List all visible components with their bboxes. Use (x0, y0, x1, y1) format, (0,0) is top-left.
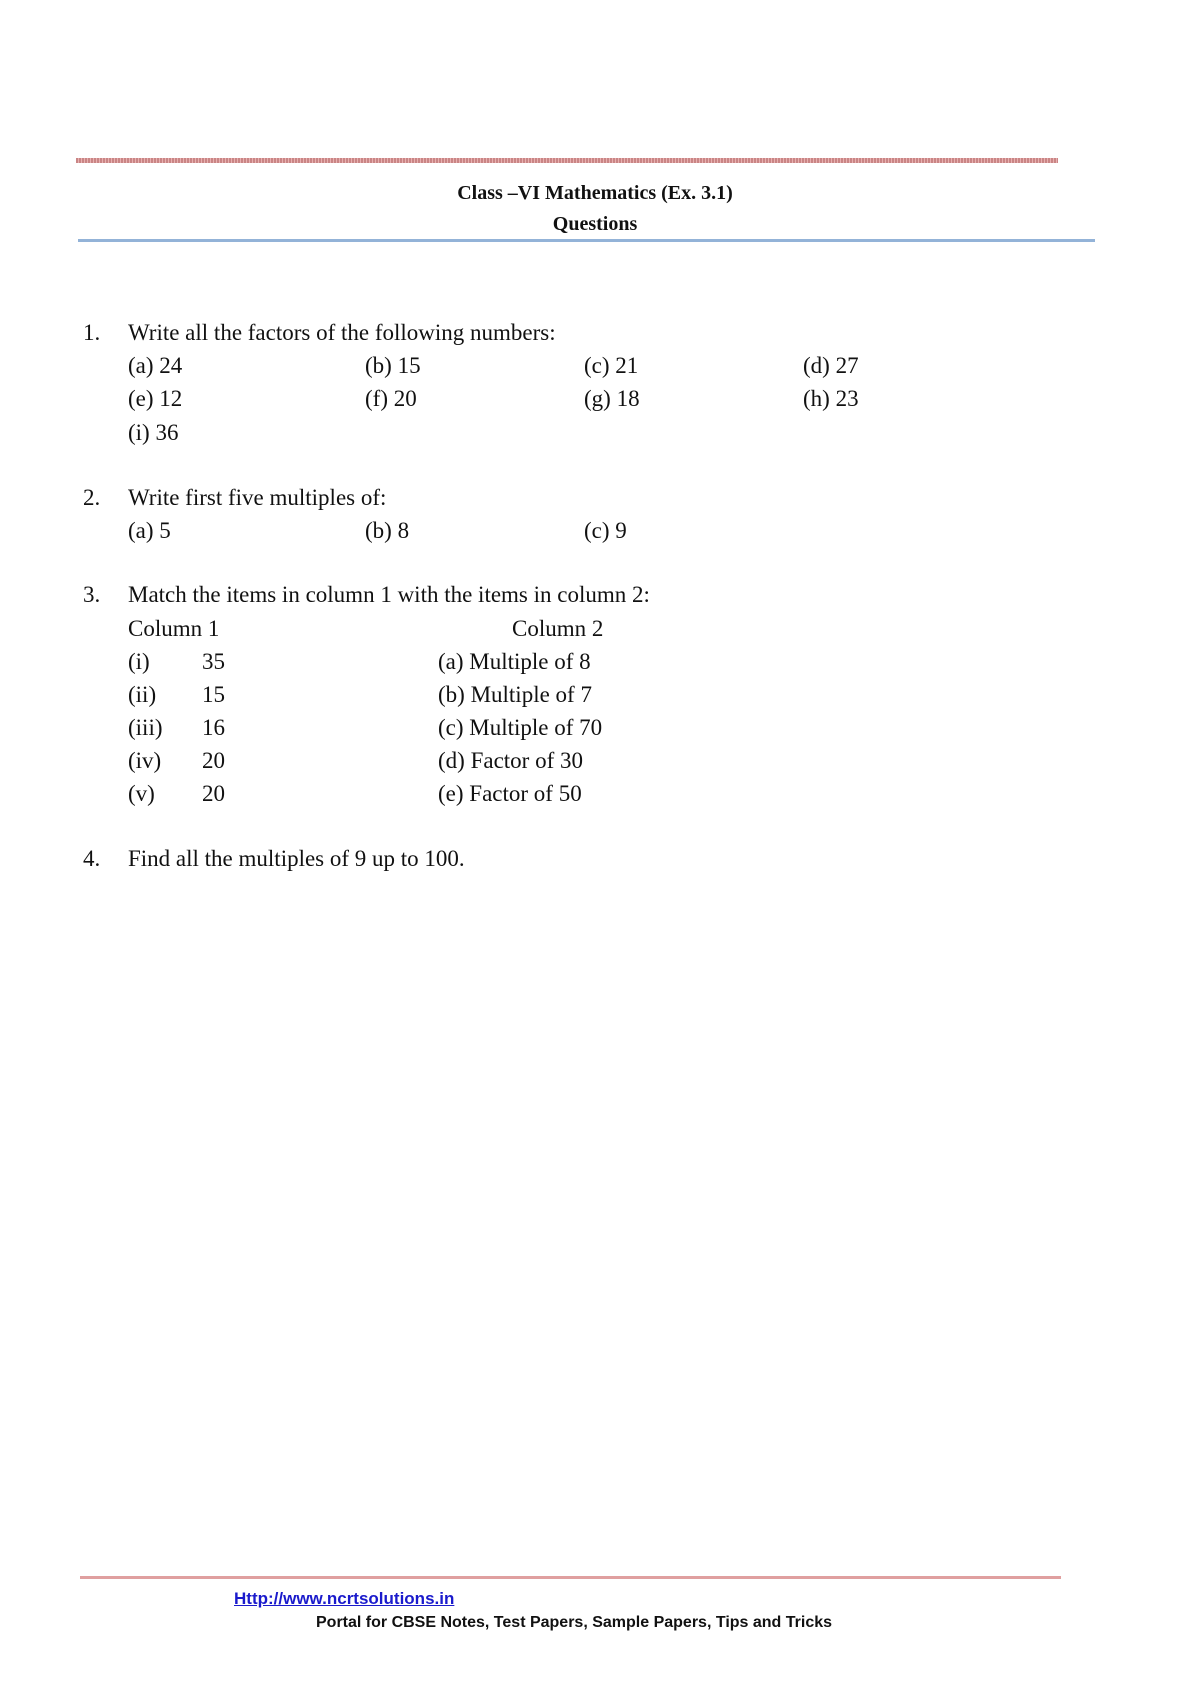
q1-item: (e) 12 (128, 386, 183, 411)
footer-tagline: Portal for CBSE Notes, Test Papers, Sample Papers, Tips and Tricks (316, 1614, 833, 1631)
match-row-value: 20 (202, 748, 225, 773)
page-subtitle: Questions (552, 213, 638, 235)
q1-item: (b) 15 (365, 353, 421, 378)
column-2-header: Column 2 (512, 616, 604, 641)
match-row-match: (a) Multiple of 8 (438, 649, 591, 674)
q1-item: (f) 20 (365, 386, 417, 411)
match-row-match: (c) Multiple of 70 (438, 715, 603, 740)
match-row-label: (iii) (128, 715, 163, 740)
match-row-value: 16 (202, 715, 225, 740)
match-row-label: (ii) (128, 682, 157, 707)
footer-link[interactable]: Http://www.ncrtsolutions.in (234, 1589, 455, 1608)
question-text: Find all the multiples of 9 up to 100. (128, 846, 465, 871)
q2-item: (b) 8 (365, 518, 410, 543)
match-row-value: 20 (202, 781, 225, 806)
header-divider (76, 158, 1058, 163)
q1-item: (c) 21 (584, 353, 639, 378)
page-title: Class –VI Mathematics (Ex. 3.1) (457, 182, 733, 204)
question-text: Write all the factors of the following numbers: (128, 320, 556, 345)
question-number: 1. (83, 320, 101, 345)
match-row-match: (d) Factor of 30 (438, 748, 583, 773)
footer-divider (80, 1576, 1061, 1579)
q1-item: (a) 24 (128, 353, 183, 378)
match-row-label: (v) (128, 781, 155, 806)
q1-item: (i) 36 (128, 420, 179, 445)
match-row-label: (iv) (128, 748, 162, 773)
q1-item: (h) 23 (803, 386, 859, 411)
column-1-header: Column 1 (128, 616, 220, 641)
question-text: Write first five multiples of: (128, 485, 387, 510)
question-text: Match the items in column 1 with the items in column 2: (128, 582, 650, 607)
match-row-value: 35 (202, 649, 225, 674)
title-divider (78, 239, 1095, 242)
question-number: 4. (83, 846, 101, 871)
question-number: 2. (83, 485, 101, 510)
q1-item: (g) 18 (584, 386, 640, 411)
match-row-match: (b) Multiple of 7 (438, 682, 592, 707)
match-row-match: (e) Factor of 50 (438, 781, 582, 806)
q2-item: (c) 9 (584, 518, 627, 543)
question-number: 3. (83, 582, 101, 607)
q1-item: (d) 27 (803, 353, 859, 378)
match-row-value: 15 (202, 682, 225, 707)
match-row-label: (i) (128, 649, 150, 674)
q2-item: (a) 5 (128, 518, 171, 543)
